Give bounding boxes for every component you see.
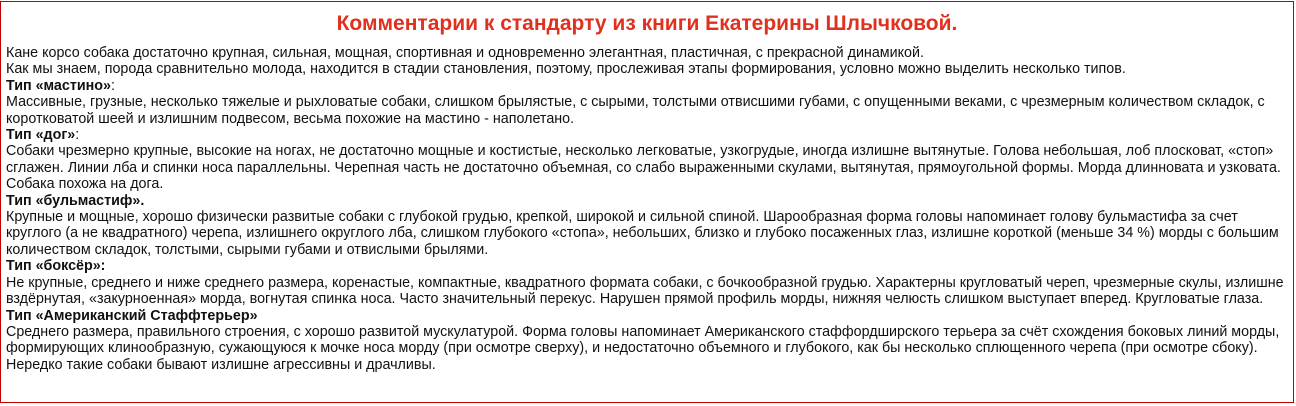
section-heading-text: Тип «бульмастиф». <box>6 192 145 209</box>
section-heading-bullmastiff <box>6 193 1289 209</box>
intro-paragraph-1: Кане корсо собака достаточно крупная, сильная, мощная, спортивная и одновременно элегантная, пластичная, с прекрасной динамикой. <box>6 45 924 61</box>
section-heading-text: Тип «Американский Стаффтерьер» <box>6 307 258 324</box>
article-frame <box>0 1 1294 403</box>
article-title: Комментарии к стандарту из книги Екатерины Шлычковой. <box>336 12 958 35</box>
section-heading-text: Тип «дог» <box>6 127 76 144</box>
section-heading-amstaff <box>6 308 1289 324</box>
section-text-bullmastiff: Крупные и мощные, хорошо физически развитые собаки с глубокой грудью, крепкой, широкой и сильной спиной. Шарообразная форма головы напоминает голову бульмастифа за счет круглого (а не квадратного) черепа, излишнего округлого лба, слишком глубокого «стопа», небольших, близко и глубоко посаженных глаз, излишне короткой (меньше 34 %) морды с большим количеством складок, толстыми, сырыми губами и отвислыми брылями. <box>6 209 1279 258</box>
intro-paragraph-2: Как мы знаем, порода сравнительно молода, находится в стадии становления, поэтому, прослеживая этапы формирования, условно можно выделить несколько типов. <box>6 61 1126 78</box>
section-text-dog: Собаки чрезмерно крупные, высокие на ногах, не достаточно мощные и костистые, несколько легковатые, узкогрудые, иногда излишне вытянутые. Голова небольшая, лоб плосковат, «стоп» сглажен. Линии лба и спинки носа параллельны. Черепная часть не достаточно объемная, со слабо выраженными скулами, вытянутая, прямоугольной формы. Морда длинновата и узковата. Собака похожа на дога. <box>6 143 1281 193</box>
section-heading-colon: : <box>110 77 115 94</box>
section-text-boxer: Не крупные, среднего и ниже среднего размера, коренастые, компактные, квадратного формата собаки, с бочкообразной грудью. Характерны кругловатый череп, чрезмерные скулы, излишне вздёрнутая, «закурноенная» морда, вогнутая спинка носа. Часто значительный перекус. Нарушен прямой профиль морды, нижняя челюсть слишком выступает вперед. Кругловатые глаза. <box>6 274 1284 308</box>
section-heading-mastino <box>6 78 1289 94</box>
section-heading-text: Тип «мастино» <box>6 77 111 94</box>
section-heading-text: Тип «боксёр»: <box>6 258 106 275</box>
section-heading-dog <box>6 127 1289 143</box>
section-heading-colon: : <box>75 127 80 144</box>
section-heading-boxer <box>6 258 1289 274</box>
section-text-mastino: Массивные, грузные, несколько тяжелые и рыхловатые собаки, слишком брылястые, с сырыми, толстыми отвисшими губами, с опущенными веками, с чрезмерным количеством складок, с коротковатой шеей и излишним подвесом, весьма похожие на мастино - наполетано. <box>6 94 1265 127</box>
article-body <box>1 45 1293 373</box>
section-text-amstaff: Среднего размера, правильного строения, с хорошо развитой мускулатурой. Форма головы напоминает Американского стаффордширского терьера за счёт схождения боковых линий морды, формирующих клинообразную, сужающуюся к мочке носа морду (при осмотре сверху), и недостаточно объемного и глубокого, как бы несколько сплющенного черепа (при осмотре сбоку). Нередко такие собаки бывают излишне агрессивны и драчливы. <box>6 323 1280 373</box>
